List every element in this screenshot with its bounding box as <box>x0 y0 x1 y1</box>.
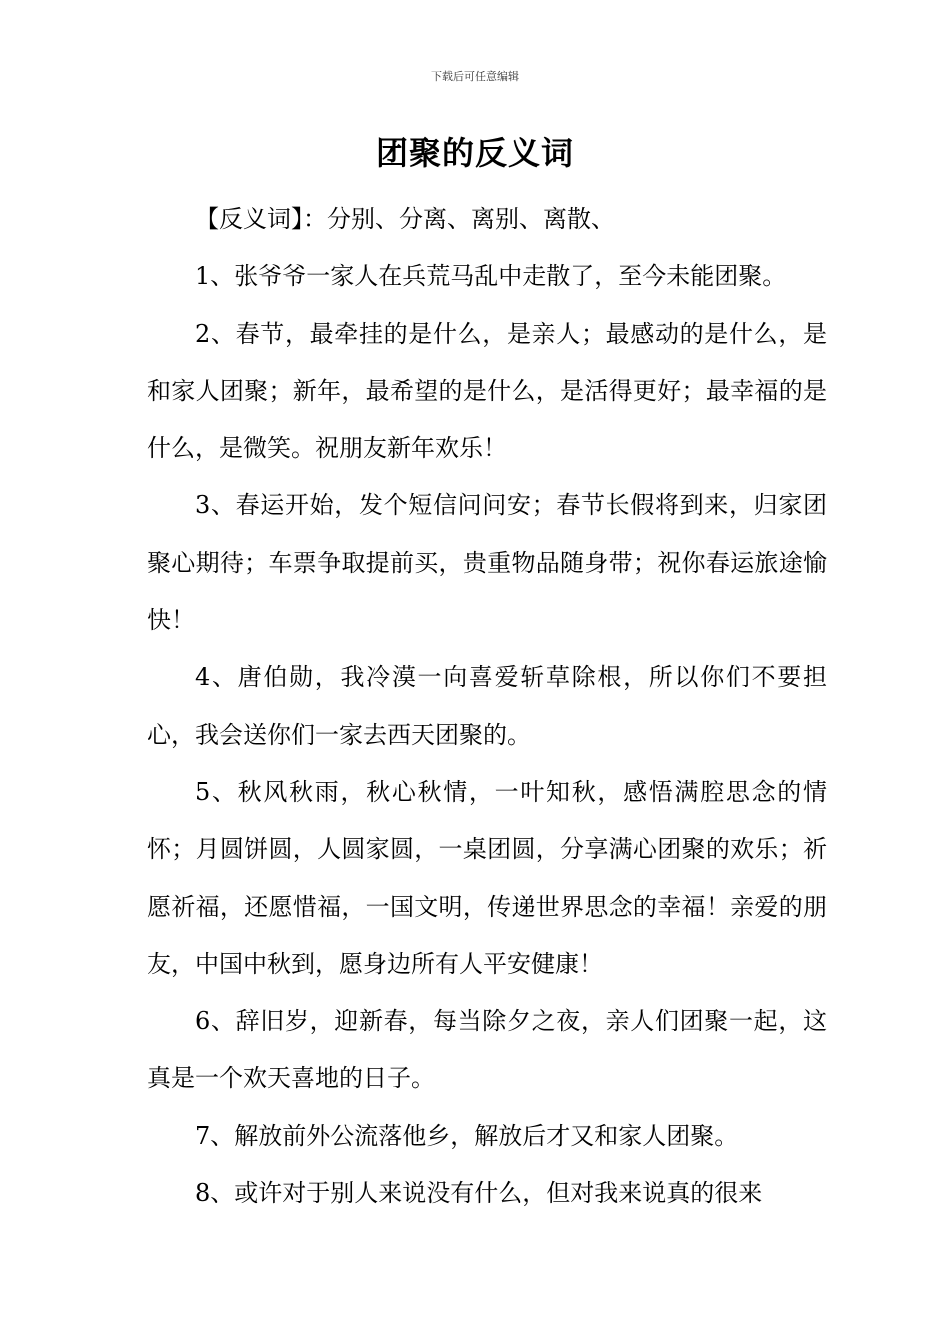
document-body <box>147 191 827 1222</box>
document-title: 团聚的反义词 <box>375 134 574 172</box>
paragraph-8: 8、或许对于别人来说没有什么，但对我来说真的很来 <box>195 1179 763 1208</box>
paragraph-3: 3、春运开始，发个短信问问安；春节长假将到来，归家团聚心期待；车票争取提前买，贵重物品随身带；祝你春运旅途愉快！ <box>147 491 827 635</box>
paragraph-6: 6、辞旧岁，迎新春，每当除夕之夜，亲人们团聚一起，这真是一个欢天喜地的日子。 <box>147 1007 827 1093</box>
paragraph-4: 4、唐伯勋，我冷漠一向喜爱斩草除根，所以你们不要担心，我会送你们一家去西天团聚的。 <box>147 663 827 749</box>
paragraph-7: 7、解放前外公流落他乡，解放后才又和家人团聚。 <box>195 1121 739 1150</box>
paragraph-5: 5、秋风秋雨，秋心秋情，一叶知秋，感悟满腔思念的情怀；月圆饼圆，人圆家圆，一桌团圆，分享满心团聚的欢乐；祈愿祈福，还愿惜福，一国文明，传递世界思念的幸福！亲爱的朋友，中国中秋到，愿身边所有人平安健康！ <box>147 777 827 978</box>
header-note: 下载后可任意编辑 <box>431 70 519 83</box>
paragraph-antonyms: 【反义词】：分别、分离、离别、离散、 <box>195 205 615 233</box>
paragraph-2: 2、春节，最牵挂的是什么，是亲人；最感动的是什么，是和家人团聚；新年，最希望的是什么，是活得更好；最幸福的是什么，是微笑。祝朋友新年欢乐！ <box>147 319 827 463</box>
paragraph-1: 1、张爷爷一家人在兵荒马乱中走散了，至今未能团聚。 <box>195 262 787 291</box>
